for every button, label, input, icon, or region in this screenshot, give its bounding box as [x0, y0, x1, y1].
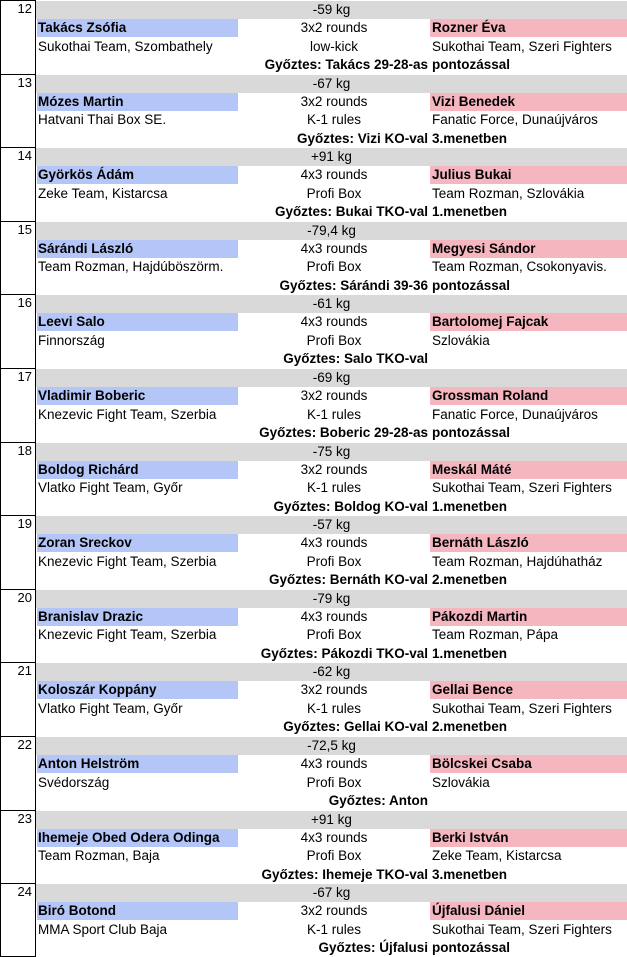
red-corner-club: Team Rozman, Pápa — [432, 627, 559, 643]
red-corner-fighter: Vizi Benedek — [430, 93, 627, 111]
weight-class: -72,5 kg — [36, 737, 627, 755]
rules: K-1 rules — [306, 406, 362, 422]
result-method: 2.menetben — [432, 572, 508, 588]
blue-corner-club: Vlatko Fight Team, Győr — [38, 700, 183, 716]
bout-number: 18 — [17, 442, 32, 458]
bout-number: 19 — [17, 516, 32, 532]
rules: low-kick — [309, 38, 358, 54]
rounds: 4x3 rounds — [300, 535, 368, 551]
red-corner-club: Fanatic Force, Dunaújváros — [432, 406, 598, 422]
row-separator — [0, 0, 36, 1]
bout-row — [0, 515, 627, 589]
winner: Győztes: Gellai KO-val — [283, 719, 428, 735]
red-corner-club: Sukothai Team, Szeri Fighters — [432, 921, 612, 937]
row-separator — [0, 883, 36, 884]
blue-corner-fighter: Zoran Sreckov — [37, 534, 238, 552]
blue-corner-club: Team Rozman, Baja — [38, 848, 160, 864]
red-corner-fighter: Grossman Roland — [430, 387, 627, 405]
blue-corner-club: Finnország — [38, 332, 105, 348]
blue-corner-club: Vlatko Fight Team, Győr — [38, 480, 183, 496]
winner: Győztes: Sárándi 39-36 — [279, 277, 428, 293]
blue-corner-fighter: Anton Helström — [37, 755, 238, 773]
blue-corner-fighter: Györkös Ádám — [37, 166, 238, 184]
blue-corner-fighter: Vladimir Boberic — [37, 387, 238, 405]
row-separator — [0, 515, 36, 516]
winner: Győztes: Boldog KO-val — [273, 498, 428, 514]
rules: K-1 rules — [306, 700, 362, 716]
result-method: pontozással — [432, 940, 511, 956]
red-corner-fighter: Julius Bukai — [430, 166, 627, 184]
red-corner-fighter: Pákozdi Martin — [430, 608, 627, 626]
rounds: 3x2 rounds — [300, 93, 368, 109]
result-method: pontozással — [432, 425, 511, 440]
rounds: 4x3 rounds — [300, 167, 368, 183]
rounds: 3x2 rounds — [300, 903, 368, 919]
rounds: 4x3 rounds — [300, 608, 368, 624]
bout-row — [0, 883, 627, 957]
weight-class: -79 kg — [36, 590, 627, 608]
red-corner-club: Szlovákia — [432, 774, 490, 790]
bout-number: 23 — [17, 810, 32, 826]
bout-number: 14 — [17, 148, 32, 164]
bout-row — [0, 589, 627, 663]
bout-number: 21 — [17, 663, 32, 679]
row-separator — [0, 662, 36, 663]
row-separator — [0, 294, 36, 295]
rounds: 3x2 rounds — [300, 461, 368, 477]
winner: Győztes: Anton — [328, 793, 428, 808]
red-corner-fighter: Berki István — [430, 829, 627, 847]
red-corner-fighter: Bernáth László — [430, 534, 627, 552]
weight-class: -69 kg — [36, 369, 627, 387]
red-corner-fighter: Gellai Bence — [430, 681, 627, 699]
blue-corner-club: Knezevic Fight Team, Szerbia — [38, 406, 217, 422]
red-corner-club: Team Rozman, Hajdúhatház — [432, 553, 603, 569]
weight-class: -67 kg — [36, 884, 627, 902]
bout-row — [0, 147, 627, 221]
result-method: 1.menetben — [432, 498, 508, 514]
row-separator — [0, 368, 36, 369]
rules: Profi Box — [306, 553, 362, 569]
row-separator — [0, 74, 36, 75]
bout-row — [0, 442, 627, 516]
red-corner-club: Fanatic Force, Dunaújváros — [432, 112, 598, 128]
winner: Győztes: Takács 29-28-as — [264, 57, 428, 72]
winner: Győztes: Bukai TKO-val — [274, 204, 428, 220]
winner: Győztes: Bernáth KO-val — [268, 572, 428, 588]
result-method — [430, 350, 627, 368]
bout-row — [0, 74, 627, 148]
blue-corner-club: Knezevic Fight Team, Szerbia — [38, 553, 217, 569]
rules: Profi Box — [306, 774, 362, 790]
weight-class: +91 kg — [36, 148, 627, 166]
blue-corner-fighter: Leevi Salo — [37, 313, 238, 331]
rounds: 4x3 rounds — [300, 314, 368, 330]
weight-class: -61 kg — [36, 295, 627, 313]
bout-number: 17 — [17, 369, 32, 384]
rules: Profi Box — [306, 332, 362, 348]
winner: Győztes: Boberic 29-28-as — [259, 425, 428, 440]
rules: Profi Box — [306, 848, 362, 864]
weight-class: -67 kg — [36, 75, 627, 93]
red-corner-club: Sukothai Team, Szeri Fighters — [432, 38, 612, 54]
bout-number: 20 — [17, 589, 32, 605]
blue-corner-fighter: Mózes Martin — [37, 93, 238, 111]
blue-corner-fighter: Boldog Richárd — [37, 461, 238, 479]
red-corner-fighter: Bartolomej Fajcak — [430, 313, 627, 331]
winner: Győztes: Újfalusi — [318, 940, 428, 956]
blue-corner-fighter: Sárándi László — [37, 240, 238, 258]
rules: K-1 rules — [306, 921, 362, 937]
weight-class: -57 kg — [36, 516, 627, 534]
red-corner-club: Zeke Team, Kistarcsa — [432, 848, 562, 864]
rounds: 3x2 rounds — [300, 20, 368, 35]
blue-corner-fighter: Koloszár Koppány — [37, 681, 238, 699]
rounds: 4x3 rounds — [300, 240, 368, 256]
bout-number: 22 — [17, 737, 32, 752]
bout-row — [0, 662, 627, 736]
bout-row — [0, 368, 627, 442]
bout-number: 15 — [17, 221, 32, 237]
result-method: 3.menetben — [432, 866, 508, 882]
blue-corner-club: Hatvani Thai Box SE. — [38, 112, 167, 128]
blue-corner-club: Svédország — [38, 774, 110, 790]
rules: K-1 rules — [306, 112, 362, 128]
rules: Profi Box — [306, 259, 362, 275]
blue-corner-fighter: Biró Botond — [37, 902, 238, 920]
red-corner-club: Team Rozman, Szlovákia — [432, 185, 585, 201]
result-method: 1.menetben — [432, 645, 508, 661]
weight-class: -59 kg — [36, 1, 627, 19]
rounds: 3x2 rounds — [300, 682, 368, 698]
red-corner-club: Sukothai Team, Szeri Fighters — [432, 480, 612, 496]
weight-class: -79,4 kg — [36, 222, 627, 240]
rounds: 4x3 rounds — [300, 756, 368, 771]
bout-number: 12 — [17, 1, 32, 16]
blue-corner-club: MMA Sport Club Baja — [38, 921, 168, 937]
blue-corner-fighter: Ihemeje Obed Odera Odinga — [37, 829, 238, 847]
winner: Győztes: Vizi KO-val — [296, 130, 428, 146]
weight-class: -75 kg — [36, 443, 627, 461]
red-corner-fighter: Újfalusi Dániel — [430, 902, 627, 920]
red-corner-fighter: Rozner Éva — [430, 19, 627, 37]
bout-row — [0, 294, 627, 368]
row-separator — [0, 221, 36, 222]
result-method: pontozással — [432, 277, 511, 293]
red-corner-club: Sukothai Team, Szeri Fighters — [432, 700, 612, 716]
row-separator — [0, 442, 36, 443]
row-separator — [0, 147, 36, 148]
rules: Profi Box — [306, 627, 362, 643]
red-corner-club: Szlovákia — [432, 332, 490, 348]
rules: K-1 rules — [306, 480, 362, 496]
bout-row — [0, 736, 627, 810]
rules: Profi Box — [306, 185, 362, 201]
row-separator — [0, 810, 36, 811]
red-corner-fighter: Meskál Máté — [430, 461, 627, 479]
blue-corner-club: Team Rozman, Hajdúböszörm. — [38, 259, 224, 275]
row-separator — [0, 736, 36, 737]
bout-row — [0, 221, 627, 295]
winner: Győztes: Pákozdi TKO-val — [260, 645, 428, 661]
rounds: 4x3 rounds — [300, 829, 368, 845]
red-corner-club: Team Rozman, Csokonyavis. — [432, 259, 607, 275]
result-method — [430, 792, 627, 810]
red-corner-fighter: Megyesi Sándor — [430, 240, 627, 258]
winner: Győztes: Ihemeje TKO-val — [261, 866, 428, 882]
blue-corner-fighter: Branislav Drazic — [37, 608, 238, 626]
result-method: 2.menetben — [432, 719, 508, 735]
weight-class: -62 kg — [36, 663, 627, 681]
winner: Győztes: Salo TKO-val — [283, 351, 428, 367]
bout-row — [0, 0, 627, 74]
row-separator — [0, 589, 36, 590]
bout-number: 13 — [17, 74, 32, 90]
result-method: 1.menetben — [432, 204, 508, 220]
blue-corner-fighter: Takács Zsófia — [37, 19, 238, 37]
blue-corner-club: Sukothai Team, Szombathely — [38, 38, 213, 54]
red-corner-fighter: Bölcskei Csaba — [430, 755, 627, 773]
result-method: 3.menetben — [432, 130, 508, 146]
rounds: 3x2 rounds — [300, 388, 368, 403]
blue-corner-club: Zeke Team, Kistarcsa — [38, 185, 168, 201]
bout-number: 24 — [17, 884, 32, 900]
result-method: pontozással — [432, 57, 511, 72]
blue-corner-club: Knezevic Fight Team, Szerbia — [38, 627, 217, 643]
bout-number: 16 — [17, 295, 32, 311]
weight-class: +91 kg — [36, 811, 627, 829]
bout-row — [0, 810, 627, 884]
